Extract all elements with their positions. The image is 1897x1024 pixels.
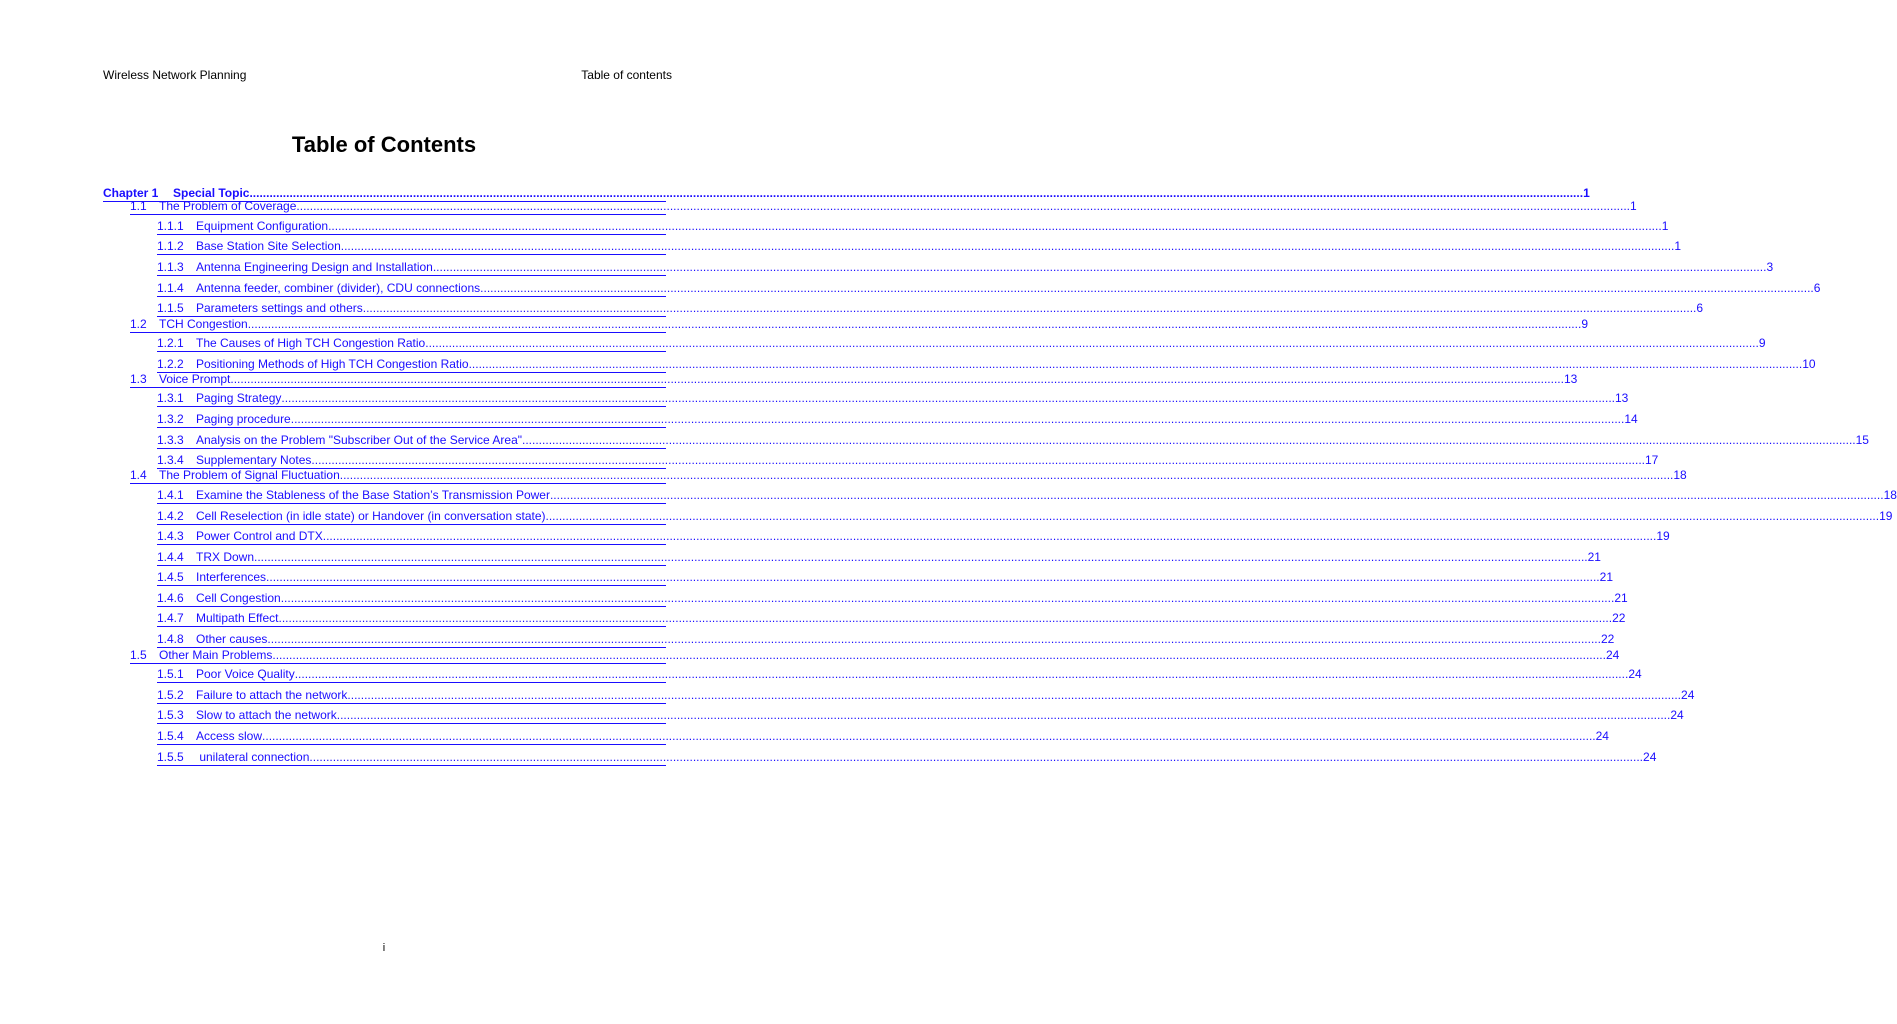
toc-page-number: 19 <box>1879 509 1893 523</box>
toc-entry-label: Positioning Methods of High TCH Congestion Ratio <box>196 357 469 371</box>
toc-subsection-entry[interactable] <box>157 708 1684 724</box>
toc-subsection-entry[interactable] <box>157 550 1601 566</box>
toc-subsection-entry[interactable] <box>157 391 1629 407</box>
toc-dot-leader: ................................................................................................................................................................................................................................................................................................................................................................................................................ <box>278 611 1613 625</box>
toc-page-number: 21 <box>1614 591 1628 605</box>
toc-dot-leader: ................................................................................................................................................................................................................................................................................................................................................................................................................ <box>249 186 1584 200</box>
toc-entry-label: Paging procedure <box>196 412 291 426</box>
toc-dot-leader: ................................................................................................................................................................................................................................................................................................................................................................................................................ <box>425 336 1759 350</box>
toc-subsection-entry[interactable] <box>157 336 1766 352</box>
toc-dot-leader: ................................................................................................................................................................................................................................................................................................................................................................................................................ <box>339 468 1674 482</box>
toc-page-number: 24 <box>1628 667 1642 681</box>
toc-entry-label: Access slow <box>196 729 263 743</box>
toc-page-number: 21 <box>1599 570 1613 584</box>
toc-page-number: 10 <box>1802 357 1816 371</box>
toc-entry-label: Supplementary Notes <box>196 453 312 467</box>
toc-page-number: 24 <box>1681 688 1695 702</box>
toc-subsection-entry[interactable] <box>157 688 1695 704</box>
toc-section-entry[interactable] <box>130 468 1687 484</box>
toc-entry-number: Chapter 1 <box>103 186 159 200</box>
toc-dot-leader: ................................................................................................................................................................................................................................................................................................................................................................................................................ <box>247 317 1582 331</box>
toc-dot-leader: ................................................................................................................................................................................................................................................................................................................................................................................................................ <box>545 509 1880 523</box>
toc-entry-number: 1.5.3 <box>157 708 184 722</box>
toc-dot-leader: ................................................................................................................................................................................................................................................................................................................................................................................................................ <box>280 591 1615 605</box>
toc-page-number: 1 <box>1674 239 1682 253</box>
toc-entry-number: 1.4.6 <box>157 591 184 605</box>
toc-entry-label: The Problem of Signal Fluctuation <box>159 468 340 482</box>
toc-subsection-entry[interactable] <box>157 729 1609 745</box>
toc-subsection-entry[interactable] <box>157 301 1704 317</box>
toc-entry-label: Voice Prompt <box>159 372 231 386</box>
toc-entry-label: Failure to attach the network <box>196 688 348 702</box>
toc-entry-label: TRX Down <box>196 550 255 564</box>
toc-page-number: 18 <box>1883 488 1897 502</box>
toc-dot-leader: ................................................................................................................................................................................................................................................................................................................................................................................................................ <box>230 372 1564 386</box>
toc-entry-number: 1.3.4 <box>157 453 184 467</box>
toc-entry-label: Cell Congestion <box>196 591 281 605</box>
toc-page-number: 24 <box>1643 750 1657 764</box>
toc-subsection-entry[interactable] <box>157 750 1657 766</box>
toc-entry-number: 1.2.1 <box>157 336 184 350</box>
toc-page-number: 15 <box>1855 433 1869 447</box>
toc-dot-leader: ................................................................................................................................................................................................................................................................................................................................................................................................................ <box>322 529 1657 543</box>
toc-subsection-entry[interactable] <box>157 433 1869 449</box>
toc-entry-number: 1.5.2 <box>157 688 184 702</box>
toc-entry-number: 1.3.3 <box>157 433 184 447</box>
toc-page-number: 24 <box>1605 648 1620 662</box>
toc-page-number: 9 <box>1581 317 1588 331</box>
running-header-right: Table of contents <box>581 68 672 82</box>
toc-subsection-entry[interactable] <box>157 239 1682 255</box>
toc-entry-number: 1.4.7 <box>157 611 184 625</box>
toc-entry-label: Parameters settings and others <box>196 301 363 315</box>
toc-entry-label: Other Main Problems <box>159 648 273 662</box>
toc-page-number: 13 <box>1563 372 1578 386</box>
toc-dot-leader: ................................................................................................................................................................................................................................................................................................................................................................................................................ <box>267 632 1601 646</box>
toc-subsection-entry[interactable] <box>157 488 1897 504</box>
toc-entry-number: 1.2 <box>130 317 147 331</box>
toc-page-number: 14 <box>1624 412 1638 426</box>
toc-entry-number: 1.4.3 <box>157 529 184 543</box>
toc-dot-leader: ................................................................................................................................................................................................................................................................................................................................................................................................................ <box>281 391 1615 405</box>
toc-entry-label: Examine the Stableness of the Base Station’s Transmission Power <box>196 488 550 502</box>
toc-dot-leader: ................................................................................................................................................................................................................................................................................................................................................................................................................ <box>468 357 1803 371</box>
toc-entry-label: The Causes of High TCH Congestion Ratio <box>196 336 426 350</box>
toc-section-entry[interactable] <box>130 372 1578 388</box>
toc-entry-number: 1.5.5 <box>157 750 184 764</box>
toc-entry-number: 1.4.8 <box>157 632 184 646</box>
toc-entry-number: 1.4.1 <box>157 488 184 502</box>
toc-entry-label: Other causes <box>196 632 268 646</box>
toc-subsection-entry[interactable] <box>157 281 1821 297</box>
toc-page-number: 9 <box>1758 336 1766 350</box>
toc-dot-leader: ................................................................................................................................................................................................................................................................................................................................................................................................................ <box>254 550 1588 564</box>
toc-entry-number: 1.5.1 <box>157 667 184 681</box>
toc-dot-leader: ................................................................................................................................................................................................................................................................................................................................................................................................................ <box>362 301 1697 315</box>
toc-entry-label: Multipath Effect <box>196 611 279 625</box>
toc-dot-leader: ................................................................................................................................................................................................................................................................................................................................................................................................................ <box>311 453 1645 467</box>
toc-entry-label: Antenna feeder, combiner (divider), CDU connections <box>196 281 481 295</box>
toc-dot-leader: ................................................................................................................................................................................................................................................................................................................................................................................................................ <box>266 570 1600 584</box>
toc-dot-leader: ................................................................................................................................................................................................................................................................................................................................................................................................................ <box>480 281 1814 295</box>
toc-dot-leader: ................................................................................................................................................................................................................................................................................................................................................................................................................ <box>294 667 1629 681</box>
toc-entry-label: The Problem of Coverage <box>159 199 297 213</box>
toc-subsection-entry[interactable] <box>157 667 1642 683</box>
toc-section-entry[interactable] <box>130 648 1620 664</box>
toc-page-number: 3 <box>1766 260 1774 274</box>
toc-subsection-entry[interactable] <box>157 570 1613 586</box>
toc-entry-label: Cell Reselection (in idle state) or Handover (in conversation state) <box>196 509 546 523</box>
page-title: Table of Contents <box>291 132 477 157</box>
toc-entry-number: 1.4.5 <box>157 570 184 584</box>
toc-entry-number: 1.1 <box>130 199 147 213</box>
toc-entry-label: Special Topic <box>173 186 250 200</box>
toc-subsection-entry[interactable] <box>157 632 1615 648</box>
toc-entry-label: Analysis on the Problem "Subscriber Out of the Service Area" <box>196 433 523 447</box>
toc-entry-number: 1.1.5 <box>157 301 184 315</box>
toc-entry-number: 1.3.1 <box>157 391 184 405</box>
toc-subsection-entry[interactable] <box>157 529 1670 545</box>
toc-entry-number: 1.5 <box>130 648 147 662</box>
toc-entry-label: Power Control and DTX <box>196 529 323 543</box>
toc-entry-number: 1.3 <box>130 372 147 386</box>
toc-dot-leader: ................................................................................................................................................................................................................................................................................................................................................................................................................ <box>432 260 1767 274</box>
toc-entry-number: 1.1.3 <box>157 260 184 274</box>
toc-entry-label: Paging Strategy <box>196 391 282 405</box>
toc-entry-label: TCH Congestion <box>159 317 248 331</box>
toc-entry-label: Slow to attach the network <box>196 708 337 722</box>
toc-page-number: 1 <box>1583 186 1590 200</box>
toc-dot-leader: ................................................................................................................................................................................................................................................................................................................................................................................................................ <box>296 199 1630 213</box>
toc-dot-leader: ................................................................................................................................................................................................................................................................................................................................................................................................................ <box>262 729 1596 743</box>
toc-entry-number: 1.2.2 <box>157 357 184 371</box>
toc-subsection-entry[interactable] <box>157 260 1774 276</box>
toc-page-number: 6 <box>1696 301 1704 315</box>
toc-dot-leader: ................................................................................................................................................................................................................................................................................................................................................................................................................ <box>549 488 1884 502</box>
toc-page-number: 6 <box>1813 281 1821 295</box>
toc-entry-number: 1.1.4 <box>157 281 184 295</box>
toc-page-number: 17 <box>1645 453 1659 467</box>
toc-dot-leader: ................................................................................................................................................................................................................................................................................................................................................................................................................ <box>272 648 1606 662</box>
page-number: i <box>382 942 386 954</box>
toc-page-number: 24 <box>1595 729 1609 743</box>
toc-dot-leader: ................................................................................................................................................................................................................................................................................................................................................................................................................ <box>328 219 1662 233</box>
toc-entry-number: 1.1.2 <box>157 239 184 253</box>
toc-subsection-entry[interactable] <box>157 509 1893 525</box>
toc-page-number: 19 <box>1656 529 1670 543</box>
toc-dot-leader: ................................................................................................................................................................................................................................................................................................................................................................................................................ <box>290 412 1625 426</box>
toc-page-number: 21 <box>1587 550 1601 564</box>
toc-page-number: 1 <box>1661 219 1669 233</box>
toc-page-number: 13 <box>1614 391 1629 405</box>
running-header-left: Wireless Network Planning <box>103 68 247 82</box>
toc-section-entry[interactable] <box>130 199 1637 215</box>
toc-entry-number: 1.3.2 <box>157 412 184 426</box>
toc-dot-leader: ................................................................................................................................................................................................................................................................................................................................................................................................................ <box>340 239 1675 253</box>
toc-entry-number: 1.4.2 <box>157 509 184 523</box>
toc-entry-label: Equipment Configuration <box>196 219 329 233</box>
toc-entry-label: unilateral connection <box>196 750 310 764</box>
toc-subsection-entry[interactable] <box>157 412 1638 428</box>
toc-subsection-entry[interactable] <box>157 611 1626 627</box>
toc-entry-number: 1.4 <box>130 468 147 482</box>
toc-dot-leader: ................................................................................................................................................................................................................................................................................................................................................................................................................ <box>336 708 1671 722</box>
toc-entry-label: Poor Voice Quality <box>196 667 295 681</box>
toc-section-entry[interactable] <box>130 317 1588 333</box>
toc-entry-label: Base Station Site Selection <box>196 239 341 253</box>
toc-page-number: 18 <box>1673 468 1687 482</box>
toc-entry-label: Interferences <box>196 570 267 584</box>
toc-entry-number: 1.4.4 <box>157 550 184 564</box>
toc-page-number: 22 <box>1612 611 1626 625</box>
toc-dot-leader: ................................................................................................................................................................................................................................................................................................................................................................................................................ <box>522 433 1856 447</box>
toc-dot-leader: ................................................................................................................................................................................................................................................................................................................................................................................................................ <box>309 750 1644 764</box>
toc-entry-number: 1.1.1 <box>157 219 184 233</box>
toc-dot-leader: ................................................................................................................................................................................................................................................................................................................................................................................................................ <box>347 688 1682 702</box>
toc-page-number: 22 <box>1600 632 1615 646</box>
toc-page-number: 24 <box>1670 708 1684 722</box>
toc-entry-number: 1.5.4 <box>157 729 184 743</box>
toc-entry-label: Antenna Engineering Design and Installation <box>196 260 433 274</box>
toc-subsection-entry[interactable] <box>157 219 1669 235</box>
toc-subsection-entry[interactable] <box>157 591 1628 607</box>
toc-page-number: 1 <box>1630 199 1637 213</box>
